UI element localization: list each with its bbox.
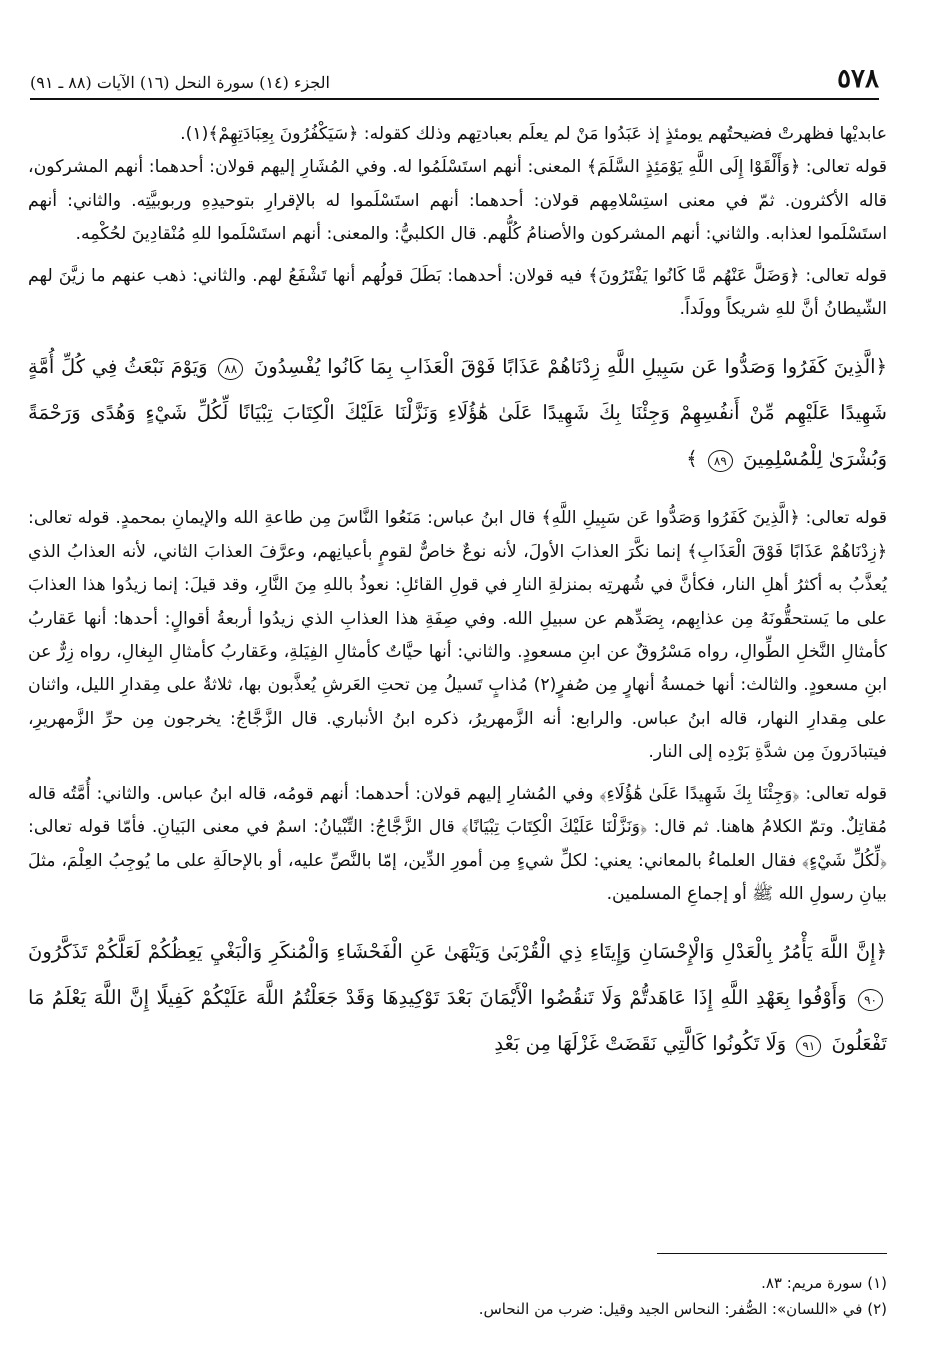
main-text xyxy=(28,118,887,1087)
paragraph: عابديْها فظهرتْ فضيحتُهم يومئذٍ إذ عَبَدُوا مَنْ لم يعلَم بعبادتِهم وذلك كقوله: ﴿سَيَكْفُرُونَ بِعِبَادَتِهِمْ﴾(١). xyxy=(180,124,887,144)
verse-text: وَأَوْفُوا بِعَهْدِ اللَّهِ إِذَا عَاهَدتُّمْ وَلَا تَنقُضُوا الْأَيْمَانَ بَعْدَ تَوْكِيدِهَا وَقَدْ جَعَلْتُمُ اللَّهَ عَلَيْكُمْ كَفِيلًا إِنَّ اللَّهَ يَعْلَمُ مَا تَفْعَلُونَ xyxy=(28,986,887,1056)
paragraph: قوله تعالى: ﴿وَضَلَّ عَنْهُم مَّا كَانُوا يَفْتَرُونَ﴾ فيه قولان: أحدهما: بَطَلَ قولُهم أنها تَشْفَعُ لهم. والثاني: ذهب عنهم ما زيَّنَ لهم الشّيطانُ أنَّ للهِ شريكاً وولَداً. xyxy=(28,265,887,320)
verse-text: ﴿إِنَّ اللَّهَ يَأْمُرُ بِالْعَدْلِ وَالْإِحْسَانِ وَإِيتَاءِ ذِي الْقُرْبَىٰ وَيَنْهَىٰ عَنِ الْفَحْشَاءِ وَالْمُنكَرِ وَالْبَغْيِ يَعِظُكُمْ لَعَلَّكُمْ تَذَكَّرُونَ xyxy=(28,940,887,964)
verse-text: ﴿الَّذِينَ كَفَرُوا وَصَدُّوا عَن سَبِيلِ اللَّهِ زِدْنَاهُمْ عَذَابًا فَوْقَ الْعَذَابِ بِمَا كَانُوا يُفْسِدُونَ xyxy=(253,355,888,379)
verse-text: وَلَا تَكُونُوا كَالَّتِي نَقَضَتْ غَزْلَهَا مِن بَعْدِ xyxy=(494,1032,787,1056)
ayah-number-marker: ٨٨ xyxy=(218,358,243,380)
footnote: (١) سورة مريم: ٨٣. xyxy=(761,1274,887,1292)
quran-verses-88-89 xyxy=(28,344,887,482)
ayah-number-marker: ٨٩ xyxy=(708,450,733,472)
paragraph: قوله تعالى: ﴿وَأَلْقَوْا إِلَى اللَّهِ يَوْمَئِذٍ السَّلَمَ﴾ المعنى: أنهم استَسْلَمُوا له. وفي المُشَارِ إليهم قولان: أحدهما: أنهم المشركون، قاله الأكثرون. ثمّ في معنى استِسْلامِهم قولان: أحدهما: أنهم استَسْلَموا له بالإقرارِ بتوحيدِهِ وربوبيَّتِه. والثاني: أنهم استَسْلَموا لعذابه. والثاني: أنهم المشركون والأصنامُ كُلُّهم. قال الكلبيُّ: والمعنى: أنهم استَسْلَموا للهِ مُنْقادِينَ لحُكْمِه. xyxy=(28,157,887,245)
running-title: الجزء (١٤) سورة النحل (١٦) الآيات (٨٨ ـ ٩١) xyxy=(30,73,330,92)
ayah-number-marker: ٩٠ xyxy=(858,989,883,1011)
quran-verses-90-92 xyxy=(28,929,887,1067)
paragraph: قوله تعالى: ﴿الَّذِينَ كَفَرُوا وَصَدُّوا عَن سَبِيلِ اللَّهِ﴾ قال ابنُ عباس: مَنَعُوا النَّاسَ مِن طاعةِ الله والإيمانِ بمحمدٍ. قوله تعالى: ﴿زِدْنَاهُمْ عَذَابًا فَوْقَ الْعَذَابِ﴾ إنما نكَّرَ العذابَ الأولَ، لأنه نوعٌ خاصٌّ لقومٍ بأعيانِهم، وعرَّفَ العذابَ الثاني، لأنه العذابُ الذي يُعذَّبُ به أكثرُ أهلِ النار، فكأنَّ في شُهرتِه بمنزلةِ النارِ في قولِ القائلِ: نعوذُ باللهِ مِنَ النَّارِ، وقد قيلَ: إنما زيدُوا هذا العذابَ على ما يَستحقُّونَهُ مِن عذابِهم، بِصَدِّهم عن سبيلِ الله. وفي صِفَةِ هذا العذابِ الذي زيدُوا أربعةُ أقوالٍ: أحدها: أنها عَقاربُ كأمثالِ النَّخلِ الطِّوالِ، رواه مَسْرُوقٌ عن ابنِ مسعودٍ. والثاني: أنها حيَّاتٌ كأمثالِ الفِيَلةِ، وعَقاربُ كأمثالِ البِغالِ، رواه زِرٌّ عن ابنِ مسعودٍ. والثالث: أنها خمسةُ أنهارٍ مِن صُفرٍ(٢) مُذابٍ تَسيلُ مِن تحتِ العَرشِ يُعذَّبون بها، ثلاثةٌ على مِقدارِ الليل، واثنان على مِقدارِ النهار، قاله ابنُ عباس. والرابع: أنه الزَّمهريرُ، ذكره ابنُ الأنباري. قال الزَّجَّاجُ: يخرجون مِن حرِّ الزَّمهريرِ، فيتبادَرونَ مِن شدَّةِ بَرْدِه إلى النار. xyxy=(28,508,887,763)
verse-close-bracket: ﴾ xyxy=(686,447,698,471)
footnote: (٢) في «اللسان»: الصُّفر: النحاس الجيد وقيل: ضرب من النحاس. xyxy=(478,1300,887,1318)
paragraph: قوله تعالى: ﴿وَجِئْنَا بِكَ شَهِيدًا عَلَىٰ هَٰؤُلَاءِ﴾ وفي المُشارِ إليهم قولان: أحدهما: أنهم قومُه، قاله ابنُ عباس. والثاني: أُمَّتُه قاله مُقاتِلٌ. وتمّ الكلامُ هاهنا. ثم قال: ﴿وَنَزَّلْنَا عَلَيْكَ الْكِتَابَ تِبْيَانًا﴾ قال الزَّجَّاجُ: التِّبْيانُ: اسمٌ في معنى البَيانِ. فأمّا قوله تعالى: ﴿لِّكُلِّ شَيْءٍ﴾ فقال العلماءُ بالمعاني: يعني: لكلِّ شيءٍ مِن أمورِ الدِّين، إمّا بالنَّصِّ عليه، أو بالإحالَةِ على ما يُوجِبُ العِلْمَ، مثلَ بيانِ رسولِ الله ﷺ أو إجماعِ المسلمين. xyxy=(28,783,887,904)
verse-text: وَيَوْمَ نَبْعَثُ فِي كُلِّ أُمَّةٍ شَهِيدًا عَلَيْهِم مِّنْ أَنفُسِهِمْ وَجِئْنَا بِكَ شَهِيدًا عَلَىٰ هَٰؤُلَاءِ وَنَزَّلْنَا عَلَيْكَ الْكِتَابَ تِبْيَانًا لِّكُلِّ شَيْءٍ وَهُدًى وَرَحْمَةً وَبُشْرَىٰ لِلْمُسْلِمِينَ xyxy=(28,355,887,471)
page-number: ٥٧٨ xyxy=(837,64,879,94)
footnotes xyxy=(40,1270,887,1322)
footnote-divider xyxy=(657,1253,887,1254)
ayah-number-marker: ٩١ xyxy=(796,1035,821,1057)
page-header xyxy=(30,58,879,100)
